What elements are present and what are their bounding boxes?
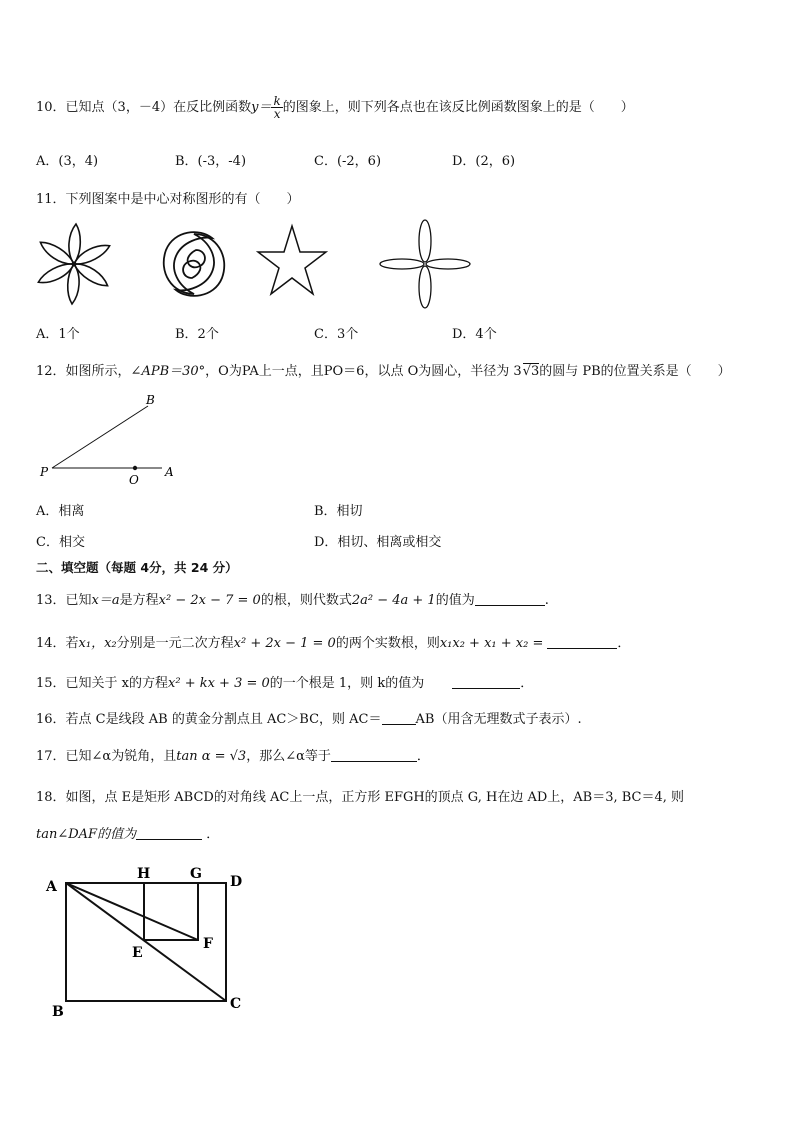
label-h: H bbox=[137, 866, 151, 882]
label-o: O bbox=[129, 473, 139, 487]
flower-pattern-figure bbox=[36, 222, 116, 306]
q17-formula: tan α = √3 bbox=[176, 749, 247, 764]
rectangle-abcd-figure bbox=[40, 858, 260, 1022]
q13-answer-blank[interactable] bbox=[475, 592, 545, 606]
q13-stem: 13．已知x＝a是方程x² − 2x − 7 = 0的根，则代数式2a² − 4a + 1的值为 . bbox=[36, 593, 549, 608]
q13-text-a: 13．已知 bbox=[36, 593, 92, 608]
angle-apb-figure bbox=[36, 390, 186, 488]
q18-text-c: ． bbox=[206, 827, 220, 842]
label-c: C bbox=[230, 996, 242, 1012]
q12-option-a: A．相离 bbox=[36, 504, 85, 519]
q10-text-after: 的图象上，则下列各点也在该反比例函数图象上的是（ ） bbox=[282, 100, 634, 115]
q13-expression: 2a² − 4a + 1 bbox=[351, 593, 436, 608]
q14-text-b: 分别是一元二次方程 bbox=[116, 636, 234, 651]
q11-option-b: B．2个 bbox=[175, 327, 219, 342]
q15-text-c: ． bbox=[520, 676, 534, 691]
q17-text-c: ． bbox=[416, 749, 430, 764]
ray-pb bbox=[52, 406, 148, 468]
q10-frac-den: x bbox=[273, 107, 281, 121]
q12-angle: ∠APB＝30° bbox=[130, 364, 206, 379]
q10-stem bbox=[36, 95, 634, 120]
q17-text-a: 17．已知∠α为锐角，且 bbox=[36, 749, 177, 764]
q11-option-d: D．4个 bbox=[452, 327, 497, 342]
q18-text-b: tan∠DAF的值为 bbox=[36, 827, 137, 842]
label-p: P bbox=[40, 465, 49, 479]
q16-text-b: AB（用含无理数式子表示）. bbox=[415, 712, 582, 727]
four-petal-pattern-figure bbox=[374, 218, 476, 310]
q12-text-b: ，O为PA上一点，且PO＝6，以点 O为圆心，半径为 3 bbox=[205, 364, 522, 379]
q13-condition: x＝a bbox=[91, 593, 120, 608]
label-f: F bbox=[203, 936, 213, 952]
label-b: B bbox=[52, 1004, 64, 1020]
q10-option-c: C．(-2，6) bbox=[314, 154, 382, 169]
q13-text-d: 的值为 bbox=[435, 593, 475, 608]
q13-text-b: 是方程 bbox=[119, 593, 159, 608]
q11-option-a: A．1个 bbox=[36, 327, 80, 342]
q10-option-b: B．(-3，-4) bbox=[175, 154, 247, 169]
q13-equation: x² − 2x − 7 = 0 bbox=[158, 593, 261, 608]
q15-equation: x² + kx + 3 = 0 bbox=[168, 676, 270, 691]
label-a: A bbox=[46, 879, 57, 895]
q12-text-a: 12．如图所示， bbox=[36, 364, 131, 379]
q11-option-c: C．3个 bbox=[314, 327, 359, 342]
point-o bbox=[133, 466, 137, 470]
q12-sqrt-value: 3 bbox=[530, 364, 540, 379]
q10-fraction bbox=[271, 95, 282, 120]
q13-text-c: 的根，则代数式 bbox=[260, 593, 352, 608]
section-title: 二、填空题（每题 4分，共 24 分） bbox=[36, 560, 238, 575]
q12-sqrt: √3 bbox=[522, 364, 540, 379]
q12-option-d: D．相切、相离或相交 bbox=[314, 535, 442, 550]
q18-answer-blank[interactable] bbox=[136, 826, 202, 840]
swirl-pattern-figure bbox=[160, 228, 228, 300]
q17-text-b: ，那么∠α等于 bbox=[246, 749, 331, 764]
q12-option-c: C．相交 bbox=[36, 535, 85, 550]
q12-stem bbox=[36, 360, 731, 379]
label-a: A bbox=[165, 465, 174, 479]
q14-vars: x₁，x₂ bbox=[78, 636, 117, 651]
q15-text-b: 的一个根是 1，则 k的值为 bbox=[269, 676, 425, 691]
label-b: B bbox=[146, 393, 155, 407]
q16-stem bbox=[36, 708, 582, 727]
star-pattern-figure bbox=[256, 222, 328, 306]
q10-formula-lhs: y＝ bbox=[251, 100, 272, 115]
q15-text-a: 15．已知关于 x的方程 bbox=[36, 676, 169, 691]
q17-stem bbox=[36, 745, 430, 764]
q12-option-b: B．相切 bbox=[314, 504, 363, 519]
square-efgh bbox=[144, 883, 198, 940]
q18-stem-line1: 18．如图，点 E是矩形 ABCD的对角线 AC上一点，正方形 EFGH的顶点 G, H在边 AD上，AB＝3, BC＝4, 则 bbox=[36, 790, 685, 805]
q11-stem: 11．下列图案中是中心对称图形的有（ ） bbox=[36, 192, 300, 207]
q14-expression: x₁x₂ + x₁ + x₂ = bbox=[439, 636, 544, 651]
q14-answer-blank[interactable] bbox=[547, 635, 617, 649]
q15-answer-blank[interactable] bbox=[452, 675, 520, 689]
q14-stem bbox=[36, 632, 630, 651]
q16-text-a: 16．若点 C是线段 AB 的黄金分割点且 AC＞BC，则 AC＝ bbox=[36, 712, 382, 727]
q18-stem-line2 bbox=[36, 823, 219, 842]
label-e: E bbox=[132, 945, 143, 961]
q16-answer-blank[interactable] bbox=[382, 711, 416, 725]
q14-text-a: 14．若 bbox=[36, 636, 79, 651]
q14-equation: x² + 2x − 1 = 0 bbox=[233, 636, 336, 651]
q10-option-d: D．(2，6) bbox=[452, 154, 516, 169]
q14-text-d: ． bbox=[617, 636, 631, 651]
q10-option-a: A．(3，4) bbox=[36, 154, 99, 169]
q10-frac-num: k bbox=[273, 94, 281, 108]
label-d: D bbox=[230, 874, 243, 890]
q14-text-c: 的两个实数根，则 bbox=[335, 636, 440, 651]
label-g: G bbox=[190, 866, 202, 882]
q12-text-c: 的圆与 PB的位置关系是（ ） bbox=[539, 364, 731, 379]
q17-answer-blank[interactable] bbox=[331, 748, 417, 762]
diagonal-ac bbox=[66, 883, 226, 1001]
q15-stem bbox=[36, 672, 533, 691]
q10-text-before: 10．已知点（3，－4）在反比例函数 bbox=[36, 100, 252, 115]
